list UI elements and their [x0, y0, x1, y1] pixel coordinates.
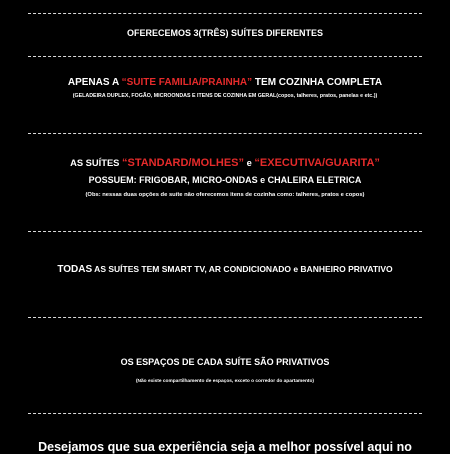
- other-suites-joiner: e: [244, 158, 255, 168]
- other-suites-prefix: AS SUÍTES: [70, 158, 122, 168]
- all-suites-small: AS SUÍTES: [92, 264, 142, 274]
- private-spaces-heading: OS ESPAÇOS DE CADA SUÍTE SÃO PRIVATIVOS: [120, 357, 330, 367]
- other-suites-note: (Obs: nessas duas opções de suíte não oferecemos itens de cozinha como: talheres, pratos e copos): [85, 192, 365, 198]
- all-suites-statement: [0, 264, 450, 275]
- family-suite-prefix: APENAS A: [67, 77, 122, 88]
- divider-2: [28, 133, 422, 134]
- closing-message: Desejamos que sua experiência seja a melhor possível aqui no: [38, 440, 412, 454]
- amenities-label: POSSUEM: FRIGOBAR, MICRO-ONDAS: [88, 175, 258, 185]
- divider-4: [28, 317, 422, 318]
- other-suites-statement: [0, 157, 450, 169]
- family-suite-suffix: TEM COZINHA COMPLETA: [252, 77, 383, 88]
- private-spaces-note: (Não existe compartilhamento de espaços, exceto o corredor do apartamento): [135, 379, 315, 384]
- family-suite-name: “SUITE FAMILIA/PRAINHA”: [121, 77, 253, 88]
- executive-suite-name: “EXECUTIVA/GUARITA”: [254, 157, 380, 169]
- divider-3: [28, 231, 422, 232]
- divider-1: [28, 56, 422, 57]
- standard-suite-name: “STANDARD/MOLHES”: [122, 157, 245, 169]
- other-suites-amenities: [0, 175, 450, 185]
- amenities-end: CHALEIRA ELETRICA: [267, 175, 362, 185]
- divider-5: [28, 413, 422, 414]
- amenities-joiner: e: [257, 175, 268, 185]
- all-suites-joiner: e: [290, 264, 301, 274]
- all-suites-middle: TEM SMART TV, AR CONDICIONADO: [141, 264, 291, 274]
- all-suites-end: BANHEIRO PRIVATIVO: [300, 264, 393, 274]
- family-suite-kitchen-details: (GELADEIRA DUPLEX, FOGÃO, MICROONDAS E ITENS DE COZINHA EM GERAL(copos, talheres, pratos, panelas e etc.)): [72, 93, 378, 99]
- suites-offer-heading: OFERECEMOS 3(TRÊS) SUÍTES DIFERENTES: [126, 28, 324, 38]
- family-suite-statement: [0, 77, 450, 88]
- divider-top: [28, 13, 422, 14]
- all-suites-lead: TODAS: [57, 264, 93, 275]
